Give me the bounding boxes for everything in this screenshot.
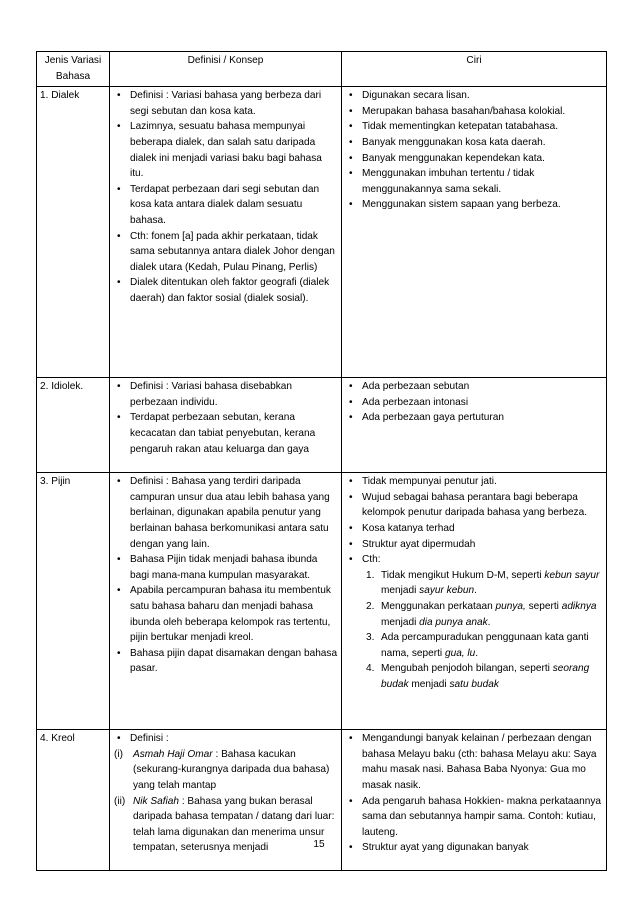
list-item: • Dialek ditentukan oleh faktor geografi (dialek daerah) dan faktor sosial (dialek sosial). [113, 275, 338, 306]
list-item: • Ada perbezaan sebutan [345, 379, 603, 395]
definisi-cell [110, 87, 342, 378]
list-item: • Digunakan secara lisan. [345, 88, 603, 104]
list-item: • Struktur ayat dipermudah [345, 537, 603, 553]
cth-example: punya, [495, 600, 526, 612]
list-item: • Menggunakan imbuhan tertentu / tidak menggunakannya sama sekali. [345, 166, 603, 197]
cth-text: . [474, 585, 477, 597]
list-item: • Terdapat perbezaan sebutan, kerana kecacatan dan tabiat penyebutan, kerana pengaruh rakan atau keluarga dan gaya [113, 410, 338, 457]
list-item: • Bahasa Pijin tidak menjadi bahasa ibunda bagi mana-mana kumpulan masyarakat. [113, 552, 338, 583]
cth-text: seperti [525, 600, 562, 612]
cth-example: gua, lu [444, 647, 476, 659]
cth-number: 4. [366, 663, 375, 675]
list-item: • Definisi : Variasi bahasa disebabkan perbezaan individu. [113, 379, 338, 410]
cth-example: seorang budak [381, 663, 590, 690]
variasi-bahasa-table [36, 51, 607, 871]
cth-item [362, 599, 603, 630]
list-item: • Apabila percampuran bahasa itu membentuk satu bahasa baharu dan menjadi bahasa ibunda oleh beberapa kelompok ras tertentu, pijin bertukar menjadi kreol. [113, 583, 338, 645]
cth-example: sayur kebun [419, 585, 475, 597]
cth-list [362, 568, 603, 693]
list-item: • Banyak menggunakan kosa kata daerah. [345, 135, 603, 151]
cth-example: kebun sayur [544, 569, 600, 581]
ciri-cell [342, 473, 607, 730]
list-item: • Definisi : Variasi bahasa yang berbeza dari segi sebutan dan kosa kata. [113, 88, 338, 119]
roman-numeral: (ii) [114, 795, 126, 807]
table-row [37, 378, 607, 473]
cth-text: . [487, 616, 491, 628]
list-item: • Definisi : [113, 731, 338, 747]
list-item: • Menggunakan sistem sapaan yang berbeza. [345, 197, 603, 213]
list-item: • Bahasa pijin dapat disamakan dengan bahasa pasar. [113, 646, 338, 677]
list-item: • Ada perbezaan gaya pertuturan [345, 410, 603, 426]
ciri-cell [342, 378, 607, 473]
list-item: • Mengandungi banyak kelainan / perbezaan dengan bahasa Melayu baku (cth: bahasa Melayu aku: Saya mahu masak nasi. Bahasa Baba Nyonya: Gua mo masak nasik. [345, 731, 603, 793]
cth-example: satu budak [449, 678, 499, 690]
cth-text: Tidak mengikut Hukum D-M, seperti [381, 569, 545, 581]
list-item: • Terdapat perbezaan dari segi sebutan dan kosa kata antara dialek dalam sesuatu bahasa. [113, 182, 338, 229]
jenis-cell: 1. Dialek [37, 87, 110, 378]
definisi-cell [110, 378, 342, 473]
author-name: Nik Safiah [133, 795, 180, 807]
cth-example: dia punya anak [419, 616, 488, 628]
definition-text: : Bahasa yang bukan berasal daripada bahasa tempatan / datang dari luar: telah lama digunakan dan menerima unsur tempatan, seterusnya menjadi [133, 795, 335, 854]
list-item: • Definisi : Bahasa yang terdiri daripada campuran unsur dua atau lebih bahasa yang berlainan, digunakan apabila penutur yang berlainan bahasa berkomunikasi antara satu dengan yang lain. [113, 474, 338, 552]
list-item: • Tidak mempunyai penutur jati. [345, 474, 603, 490]
list-item: • Lazimnya, sesuatu bahasa mempunyai beberapa dialek, dan salah satu daripada dialek ini menjadi variasi baku bagi bahasa itu. [113, 119, 338, 181]
jenis-cell: 2. Idiolek. [37, 378, 110, 473]
definition-text: : Bahasa kacukan (sekurang-kurangnya daripada dua bahasa) yang telah mantap [133, 748, 330, 791]
table-row [37, 473, 607, 730]
cth-number: 2. [366, 600, 375, 612]
cth-text: menjadi [381, 585, 420, 597]
header-jenis: Jenis Variasi Bahasa [37, 52, 110, 87]
author-name: Asmah Haji Omar [133, 748, 213, 760]
cth-text: menjadi [408, 678, 450, 690]
cth-number: 3. [366, 632, 375, 644]
cth-example: adiknya [561, 600, 597, 612]
table-row [37, 87, 607, 378]
list-item: • Ada perbezaan intonasi [345, 395, 603, 411]
jenis-cell: 3. Pijin [37, 473, 110, 730]
list-item: • Banyak menggunakan kependekan kata. [345, 151, 603, 167]
list-item: • Struktur ayat yang digunakan banyak [345, 840, 603, 856]
table-header-row [37, 52, 607, 87]
list-item: • Tidak mementingkan ketepatan tatabahasa. [345, 119, 603, 135]
cth-text: Mengubah penjodoh bilangan, seperti [381, 663, 553, 675]
cth-text: Menggunakan perkataan [381, 600, 496, 612]
roman-numeral: (i) [114, 748, 123, 760]
cth-item [362, 661, 603, 692]
cth-text: Ada percampuradukan penggunaan kata ganti nama, seperti [381, 632, 589, 659]
cth-label: Cth: [362, 554, 381, 566]
header-definisi: Definisi / Konsep [110, 52, 342, 87]
list-item: • Kosa katanya terhad [345, 521, 603, 537]
cth-item [362, 568, 603, 599]
list-item: • Cth: fonem [a] pada akhir perkataan, tidak sama sebutannya antara dialek Johor dengan dialek utara (Kedah, Pulau Pinang, Perlis) [113, 229, 338, 276]
list-item [345, 552, 603, 692]
cth-number: 1. [366, 569, 375, 581]
cth-text: menjadi [381, 616, 420, 628]
header-ciri: Ciri [342, 52, 607, 87]
cth-text: . [475, 647, 479, 659]
cth-item [362, 630, 603, 661]
list-item: • Merupakan bahasa basahan/bahasa kolokial. [345, 104, 603, 120]
definisi-cell [110, 473, 342, 730]
jenis-cell: 4. Kreol [37, 730, 110, 871]
page-number: 15 [313, 839, 325, 850]
list-item: • Ada pengaruh bahasa Hokkien- makna perkataannya sama dan sebutannya hampir sama. Contoh: kutiau, lauteng. [345, 794, 603, 841]
definition-item [113, 747, 338, 794]
ciri-cell [342, 87, 607, 378]
list-item: • Wujud sebagai bahasa perantara bagi beberapa kelompok penutur daripada bahasa yang berbeza. [345, 490, 603, 521]
